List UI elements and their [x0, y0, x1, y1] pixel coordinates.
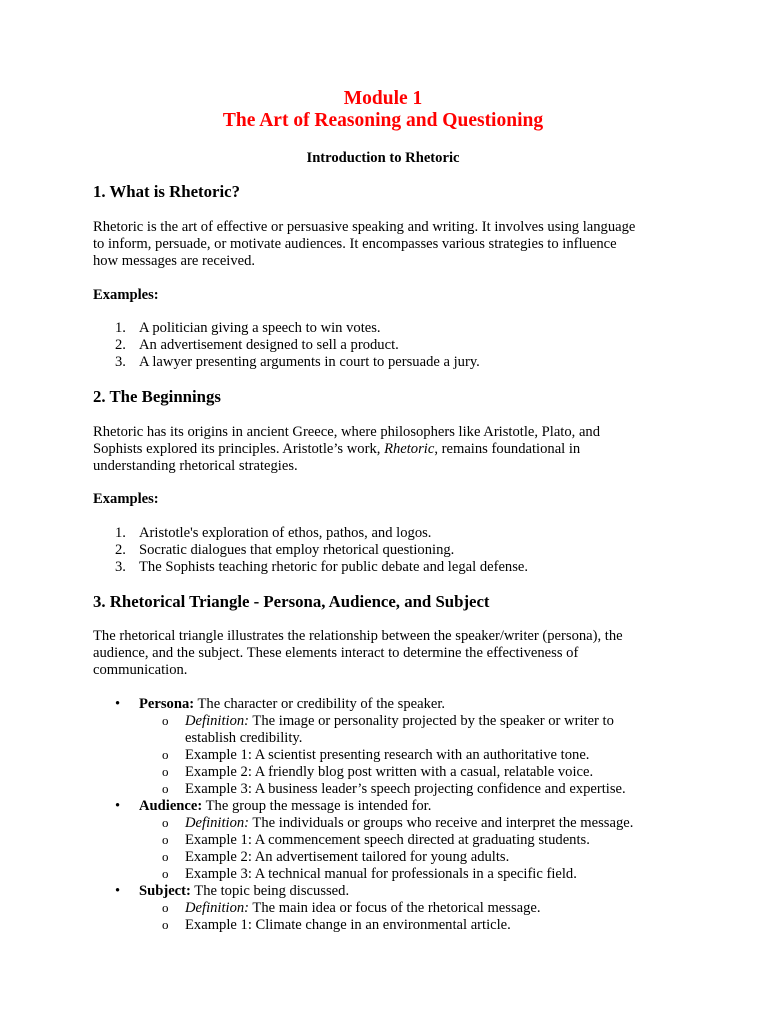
example-text: Example 3: A business leader’s speech projecting confidence and expertise.	[185, 781, 626, 797]
definition-label: Definition:	[185, 713, 250, 729]
list-number: 3.	[115, 354, 126, 370]
list-number: 2.	[115, 337, 126, 353]
section2-line: Rhetoric has its origins in ancient Greece, where philosophers like Aristotle, Plato, and	[93, 424, 601, 440]
section2-examples-list	[93, 525, 673, 576]
sub-bullet-icon: o	[162, 713, 169, 728]
section3-heading: 3. Rhetorical Triangle - Persona, Audience, and Subject	[93, 592, 490, 611]
sub-bullet-icon: o	[162, 917, 169, 932]
sub-bullet-icon: o	[162, 832, 169, 847]
bullet-icon: •	[115, 883, 121, 899]
example-text: Example 1: A commencement speech directed at graduating students.	[185, 832, 590, 848]
definition-text-continued: establish credibility.	[185, 730, 303, 746]
page-title: The Art of Reasoning and Questioning	[222, 110, 544, 131]
example-text: Example 1: Climate change in an environmental article.	[185, 917, 511, 933]
persona-description: The character or credibility of the speaker.	[194, 696, 446, 712]
section2-line-text: Sophists explored its principles. Aristotle’s work,	[93, 441, 385, 457]
section1-examples-label: Examples:	[93, 287, 159, 303]
subject-term: Subject:	[139, 883, 191, 899]
sub-bullet-icon: o	[162, 781, 169, 796]
example-text: Example 3: A technical manual for professionals in a specific field.	[185, 866, 577, 882]
list-item	[93, 354, 673, 371]
sub-bullet-icon: o	[162, 747, 169, 762]
list-item-audience	[93, 798, 673, 883]
section1-line: how messages are received.	[93, 253, 256, 269]
list-number: 1.	[115, 320, 126, 336]
section3-paragraph	[93, 628, 673, 679]
section2-line	[93, 441, 673, 458]
example-text: Example 2: A friendly blog post written with a casual, relatable voice.	[185, 764, 594, 780]
bullet-icon: •	[115, 798, 121, 814]
list-item	[93, 320, 673, 337]
section2-examples-label: Examples:	[93, 491, 159, 507]
example-text: Example 1: A scientist presenting research with an authoritative tone.	[185, 747, 590, 763]
section2-heading: 2. The Beginnings	[93, 387, 221, 406]
section3-line: The rhetorical triangle illustrates the relationship between the speaker/writer (persona), the	[93, 628, 623, 644]
list-number: 1.	[115, 525, 126, 541]
section1-line: Rhetoric is the art of effective or persuasive speaking and writing. It involves using language	[93, 219, 636, 235]
sub-bullet-icon: o	[162, 866, 169, 881]
audience-description: The group the message is intended for.	[202, 798, 432, 814]
sub-bullet-icon: o	[162, 815, 169, 830]
list-number: 2.	[115, 542, 126, 558]
section1-line: to inform, persuade, or motivate audiences. It encompasses various strategies to influence	[93, 236, 617, 252]
list-text: Socratic dialogues that employ rhetorical questioning.	[139, 542, 455, 558]
list-text: The Sophists teaching rhetoric for public debate and legal defense.	[139, 559, 529, 575]
sub-bullet-icon: o	[162, 849, 169, 864]
list-text: A lawyer presenting arguments in court to persuade a jury.	[139, 354, 480, 370]
subject-description: The topic being discussed.	[190, 883, 350, 899]
rhetoric-book-title: Rhetoric	[384, 441, 435, 457]
section3-line: communication.	[93, 662, 188, 678]
persona-term: Persona:	[139, 696, 195, 712]
triangle-bullet-list	[93, 696, 673, 934]
definition-text: The image or personality projected by the speaker or writer to	[249, 713, 614, 729]
audience-term: Audience:	[139, 798, 203, 814]
list-number: 3.	[115, 559, 126, 575]
example-text: Example 2: An advertisement tailored for young adults.	[185, 849, 510, 865]
section1-heading: 1. What is Rhetoric?	[93, 182, 240, 201]
list-item	[93, 559, 673, 576]
list-item	[93, 542, 673, 559]
section2-paragraph	[93, 424, 673, 475]
definition-label: Definition:	[185, 900, 250, 916]
sub-bullet-icon: o	[162, 764, 169, 779]
list-text: Aristotle's exploration of ethos, pathos, and logos.	[139, 525, 432, 541]
module-number: Module 1	[343, 88, 423, 109]
bullet-icon: •	[115, 696, 121, 712]
definition-label: Definition:	[185, 815, 250, 831]
section2-line-text: , remains foundational in	[434, 441, 581, 457]
definition-text: The main idea or focus of the rhetorical message.	[249, 900, 541, 916]
list-item-subject	[93, 883, 673, 934]
list-item-persona	[93, 696, 673, 798]
list-text: A politician giving a speech to win votes.	[139, 320, 381, 336]
section1-paragraph	[93, 219, 673, 270]
definition-text: The individuals or groups who receive and interpret the message.	[249, 815, 634, 831]
sub-bullet-icon: o	[162, 900, 169, 915]
section1-examples-list	[93, 320, 673, 371]
list-item	[93, 337, 673, 354]
page-subtitle: Introduction to Rhetoric	[306, 150, 460, 166]
list-text: An advertisement designed to sell a product.	[139, 337, 399, 353]
section3-line: audience, and the subject. These elements interact to determine the effectiveness of	[93, 645, 579, 661]
section2-line: understanding rhetorical strategies.	[93, 458, 298, 474]
list-item	[93, 525, 673, 542]
